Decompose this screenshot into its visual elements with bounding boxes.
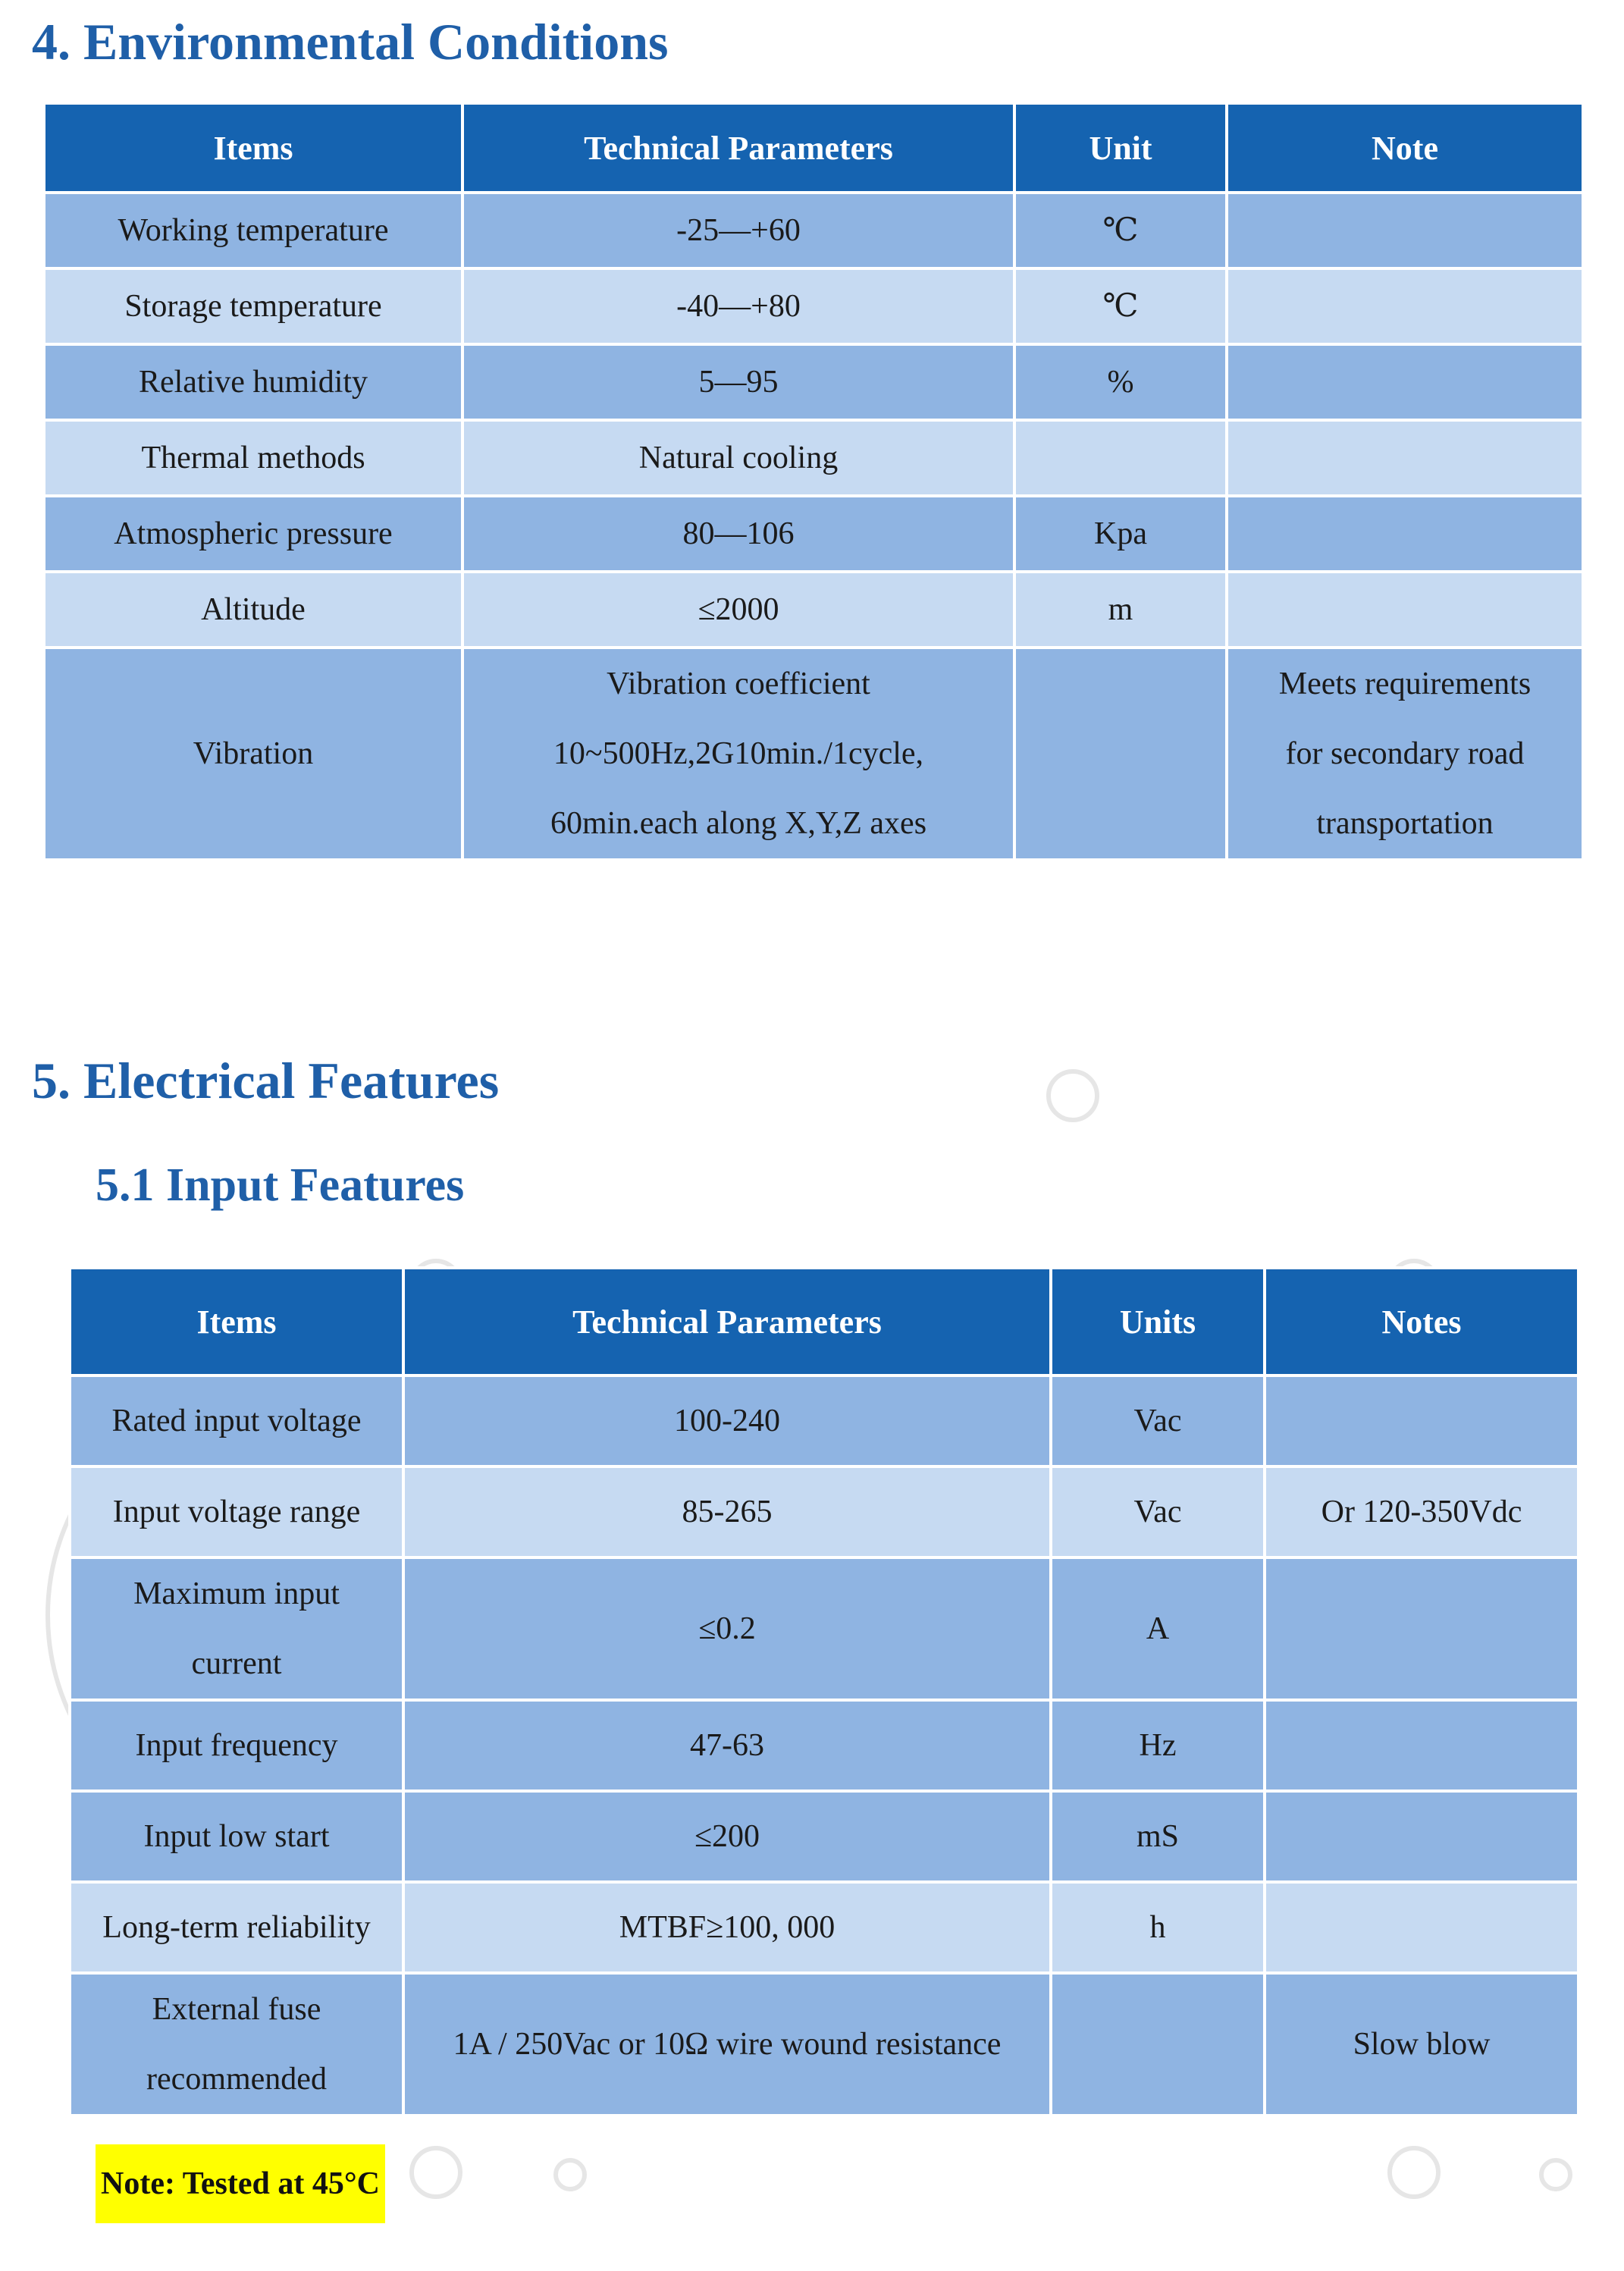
cell-unit: ℃ — [1014, 268, 1227, 344]
cell-line: current — [191, 1646, 282, 1681]
table-row — [70, 1466, 1579, 1557]
table-row — [70, 1557, 1579, 1700]
cell-param: MTBF≥100, 000 — [403, 1882, 1051, 1973]
cell-note: Or 120-350Vdc — [1265, 1466, 1579, 1557]
cell-unit: Vac — [1051, 1375, 1265, 1466]
cell-unit: % — [1014, 344, 1227, 420]
table-header-row — [44, 103, 1583, 193]
header-notes: Notes — [1265, 1268, 1579, 1375]
table-row — [70, 1375, 1579, 1466]
header-items: Items — [70, 1268, 403, 1375]
cell-item: Input frequency — [70, 1700, 403, 1791]
header-items: Items — [44, 103, 462, 193]
cell-line: recommended — [146, 2062, 327, 2097]
input-features-table — [68, 1266, 1580, 2117]
cell-item: Input low start — [70, 1791, 403, 1882]
cell-unit — [1014, 648, 1227, 860]
cell-unit: ℃ — [1014, 193, 1227, 268]
cell-note — [1265, 1791, 1579, 1882]
table-row — [70, 1973, 1579, 2116]
section-title-electrical: 5. Electrical Features — [32, 1052, 500, 1109]
cell-unit: Vac — [1051, 1466, 1265, 1557]
table-header-row — [70, 1268, 1579, 1375]
environmental-table — [42, 102, 1585, 861]
cell-param: ≤200 — [403, 1791, 1051, 1882]
cell-param: 1A / 250Vac or 10Ω wire wound resistance — [403, 1973, 1051, 2116]
cell-item: Altitude — [44, 572, 462, 648]
cell-note — [1265, 1557, 1579, 1700]
cell-note — [1227, 193, 1583, 268]
cell-param: 47-63 — [403, 1700, 1051, 1791]
table-row — [70, 1882, 1579, 1973]
cell-line: Vibration coefficient — [607, 667, 870, 701]
cell-item: Atmospheric pressure — [44, 496, 462, 572]
header-units: Units — [1051, 1268, 1265, 1375]
table-row — [44, 420, 1583, 496]
section-title-environmental: 4. Environmental Conditions — [32, 13, 669, 71]
table-row — [44, 193, 1583, 268]
cell-item: Working temperature — [44, 193, 462, 268]
cell-note — [1227, 572, 1583, 648]
cell-line: for secondary road — [1285, 736, 1525, 771]
header-unit: Unit — [1014, 103, 1227, 193]
cell-unit: mS — [1051, 1791, 1265, 1882]
table-row — [44, 268, 1583, 344]
cell-param: ≤0.2 — [403, 1557, 1051, 1700]
cell-item: Long-term reliability — [70, 1882, 403, 1973]
cell-note — [1227, 496, 1583, 572]
table-row — [44, 648, 1583, 860]
cell-item: Thermal methods — [44, 420, 462, 496]
cell-param: -40—+80 — [462, 268, 1014, 344]
cell-unit: h — [1051, 1882, 1265, 1973]
cell-param: -25—+60 — [462, 193, 1014, 268]
cell-note — [1227, 648, 1583, 860]
cell-unit — [1051, 1973, 1265, 2116]
table-row — [70, 1791, 1579, 1882]
cell-param — [462, 648, 1014, 860]
subsection-title-input: 5.1 Input Features — [96, 1159, 465, 1211]
cell-line: 60min.each along X,Y,Z axes — [550, 806, 927, 841]
cell-param: 100-240 — [403, 1375, 1051, 1466]
header-technical-parameters: Technical Parameters — [403, 1268, 1051, 1375]
cell-item: Input voltage range — [70, 1466, 403, 1557]
cell-line: Meets requirements — [1278, 667, 1532, 701]
cell-unit: A — [1051, 1557, 1265, 1700]
cell-unit — [1014, 420, 1227, 496]
cell-note — [1227, 344, 1583, 420]
cell-line: 10~500Hz,2G10min./1cycle, — [553, 736, 924, 771]
cell-note — [1265, 1375, 1579, 1466]
cell-item: Storage temperature — [44, 268, 462, 344]
cell-line: Maximum input — [133, 1576, 340, 1611]
cell-unit: Hz — [1051, 1700, 1265, 1791]
table-row — [44, 496, 1583, 572]
cell-item — [70, 1973, 403, 2116]
test-condition-note: Note: Tested at 45°C — [96, 2144, 385, 2223]
cell-item: Rated input voltage — [70, 1375, 403, 1466]
table-row — [44, 344, 1583, 420]
cell-unit: Kpa — [1014, 496, 1227, 572]
cell-note: Slow blow — [1265, 1973, 1579, 2116]
cell-line: External fuse — [152, 1992, 321, 2027]
cell-param: ≤2000 — [462, 572, 1014, 648]
cell-param: 85-265 — [403, 1466, 1051, 1557]
cell-unit: m — [1014, 572, 1227, 648]
header-technical-parameters: Technical Parameters — [462, 103, 1014, 193]
table-row — [70, 1700, 1579, 1791]
cell-note — [1265, 1700, 1579, 1791]
cell-note — [1265, 1882, 1579, 1973]
cell-param: 5—95 — [462, 344, 1014, 420]
cell-line: transportation — [1316, 806, 1494, 841]
cell-item — [70, 1557, 403, 1700]
cell-item: Vibration — [44, 648, 462, 860]
cell-note — [1227, 268, 1583, 344]
cell-note — [1227, 420, 1583, 496]
cell-item: Relative humidity — [44, 344, 462, 420]
table-row — [44, 572, 1583, 648]
cell-param: Natural cooling — [462, 420, 1014, 496]
cell-param: 80—106 — [462, 496, 1014, 572]
header-note: Note — [1227, 103, 1583, 193]
